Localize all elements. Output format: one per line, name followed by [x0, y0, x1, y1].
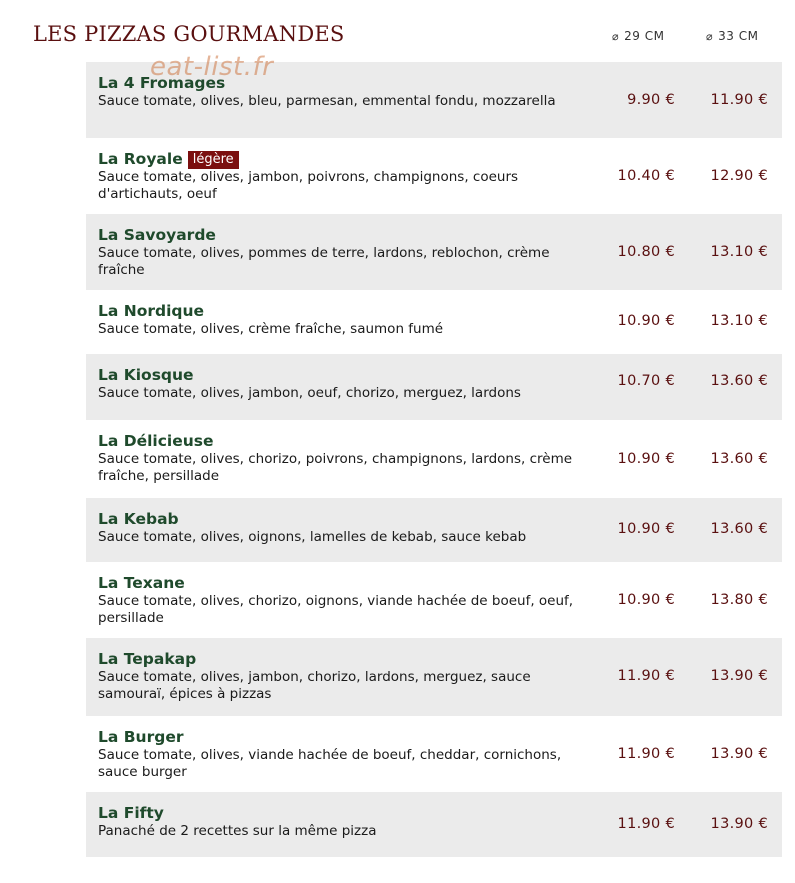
price-33cm: 13.10 €	[710, 244, 768, 260]
price-29cm: 11.90 €	[617, 816, 675, 832]
pizza-name	[98, 728, 183, 746]
price-29cm: 10.90 €	[617, 521, 675, 537]
price-33cm: 13.60 €	[710, 521, 768, 537]
pizza-name	[98, 574, 185, 592]
price-33cm: 13.90 €	[710, 668, 768, 684]
pizza-name-text: La Burger	[98, 728, 184, 746]
price-33cm: 12.90 €	[710, 168, 768, 184]
price-29cm: 10.90 €	[617, 451, 675, 467]
pizza-description: Sauce tomate, olives, oignons, lamelles de kebab, sauce kebab	[98, 529, 527, 545]
price-29cm: 9.90 €	[627, 92, 675, 108]
menu-item	[86, 638, 782, 716]
menu-header	[0, 0, 795, 62]
price-33cm: 13.90 €	[710, 816, 768, 832]
pizza-name	[98, 302, 204, 320]
price-33cm: 13.90 €	[710, 746, 768, 762]
pizza-description: Sauce tomate, olives, viande hachée de boeuf, cheddar, cornichons, sauce burger	[98, 747, 562, 780]
pizza-name	[98, 650, 196, 668]
column-header-label: 33 CM	[718, 29, 759, 43]
pizza-name	[98, 366, 194, 384]
section-title: LES PIZZAS GOURMANDES	[33, 22, 345, 46]
pizza-description: Sauce tomate, olives, jambon, chorizo, lardons, merguez, sauce samouraï, épices à pizzas	[98, 669, 531, 702]
menu-item	[86, 792, 782, 857]
pizza-name	[98, 432, 214, 450]
price-29cm: 10.40 €	[617, 168, 675, 184]
diameter-icon: ⌀	[612, 30, 620, 43]
price-29cm: 10.80 €	[617, 244, 675, 260]
pizza-description: Sauce tomate, olives, jambon, poivrons, champignons, coeurs d'artichauts, oeuf	[98, 169, 519, 202]
pizza-name	[98, 150, 239, 169]
column-header-label: 29 CM	[624, 29, 665, 43]
pizza-name-text: La Royale	[98, 150, 183, 168]
menu-item	[86, 716, 782, 792]
watermark-logo: eat-list.fr	[150, 52, 274, 82]
pizza-name-text: La Tepakap	[98, 650, 197, 668]
pizza-name-text: La Savoyarde	[98, 226, 216, 244]
pizza-name-text: La Texane	[98, 574, 185, 592]
column-header-29cm	[612, 29, 664, 43]
price-29cm: 10.90 €	[617, 313, 675, 329]
pizza-name-text: La Fifty	[98, 804, 164, 822]
menu-item	[86, 290, 782, 354]
pizza-name-text: La 4 Fromages	[98, 74, 226, 92]
price-29cm: 10.70 €	[617, 373, 675, 389]
menu-item	[86, 354, 782, 420]
pizza-description: Sauce tomate, olives, bleu, parmesan, emmental fondu, mozzarella	[98, 93, 556, 109]
price-29cm: 10.90 €	[617, 592, 675, 608]
diameter-icon: ⌀	[706, 30, 714, 43]
pizza-description: Sauce tomate, olives, chorizo, oignons, viande hachée de boeuf, oeuf, persillade	[98, 593, 574, 626]
column-header-33cm	[706, 29, 758, 43]
pizza-list	[86, 62, 782, 857]
price-29cm: 11.90 €	[617, 668, 675, 684]
pizza-name	[98, 226, 216, 244]
price-33cm: 13.10 €	[710, 313, 768, 329]
menu-item	[86, 498, 782, 562]
pizza-description: Sauce tomate, olives, jambon, oeuf, chorizo, merguez, lardons	[98, 385, 521, 401]
menu-item	[86, 420, 782, 498]
pizza-description: Sauce tomate, olives, pommes de terre, lardons, reblochon, crème fraîche	[98, 245, 550, 278]
pizza-name	[98, 804, 164, 822]
price-33cm: 13.60 €	[710, 373, 768, 389]
pizza-name-text: La Kiosque	[98, 366, 194, 384]
pizza-name	[98, 510, 179, 528]
price-33cm: 13.60 €	[710, 451, 768, 467]
menu-item	[86, 214, 782, 290]
pizza-description: Sauce tomate, olives, crème fraîche, saumon fumé	[98, 321, 444, 337]
menu-item	[86, 138, 782, 214]
menu-item	[86, 562, 782, 638]
pizza-name-text: La Nordique	[98, 302, 205, 320]
pizza-description: Sauce tomate, olives, chorizo, poivrons, champignons, lardons, crème fraîche, persillade	[98, 451, 573, 484]
price-33cm: 13.80 €	[710, 592, 768, 608]
pizza-description: Panaché de 2 recettes sur la même pizza	[98, 823, 377, 839]
price-33cm: 11.90 €	[710, 92, 768, 108]
pizza-name-text: La Kebab	[98, 510, 179, 528]
price-29cm: 11.90 €	[617, 746, 675, 762]
pizza-name-text: La Délicieuse	[98, 432, 214, 450]
badge-light: légère	[188, 151, 239, 169]
